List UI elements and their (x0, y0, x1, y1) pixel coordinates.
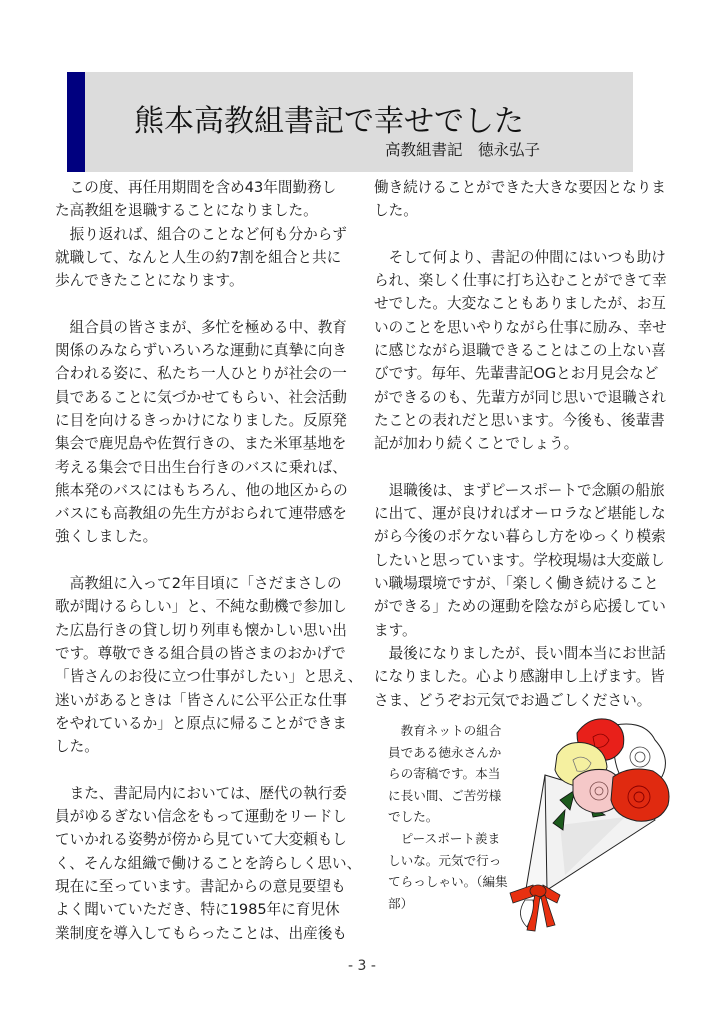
text-line: をやれているか」と原点に帰ることができま (55, 714, 347, 732)
text-line: 員である徳永さんか (388, 744, 502, 760)
text-line: でした。 (388, 809, 439, 825)
article-author: 高教組書記 徳永弘子 (385, 141, 541, 159)
text-line: ていかれる姿勢が傍から見ていて大変頼もし (55, 831, 347, 849)
text-line: 業制度を導入してもらったことは、出産後も (55, 924, 347, 942)
text-line: 員であることに気づかせてもらい、社会活動 (55, 388, 347, 406)
text-line: した。 (55, 738, 99, 756)
text-line: 考える集会で日出生台行きのバスに乗れば、 (55, 458, 347, 476)
text-line: いのことを思いやりながら仕事に励み、幸せ (374, 318, 667, 336)
text-line: 退職後は、まずピースポートで念願の船旅 (374, 481, 665, 499)
text-line: 歩んできたことになります。 (55, 272, 244, 290)
text-line: 強くしました。 (55, 528, 158, 546)
text-line: た高教組を退職することになりました。 (55, 202, 318, 220)
text-line: 現在に至っています。書記からの意見要望も (55, 877, 346, 895)
text-line: 迷いがあるときは「皆さんに公平公正な仕事 (55, 691, 347, 709)
text-line: 歌が聞けるらしい」と、不純な動機で参加し (55, 598, 347, 616)
text-line: に感じながら退職できることはこの上ない喜 (374, 342, 666, 360)
page-number: - 3 - (348, 958, 376, 974)
text-line: い職場環境ですが、「楽しく働き続けること (374, 575, 659, 593)
text-line: さま、どうぞお元気でお過ごしください。 (374, 691, 652, 709)
text-line: てらっしゃい。（編集 (388, 874, 508, 890)
text-line: 部） (388, 895, 414, 911)
text-line: 熊本発のバスにはもちろん、他の地区からの (55, 481, 348, 499)
text-line: 合われる姿に、私たち一人ひとりが社会の一 (55, 365, 347, 383)
text-line: ピースポート羨ま (388, 830, 501, 846)
text-line: 員がゆるぎない信念をもって運動をリードし (55, 808, 347, 826)
text-line: しいな。元気で行っ (388, 852, 502, 868)
text-line (55, 292, 355, 315)
text-line: びです。毎年、先輩書記OGとお月見会など (374, 365, 659, 383)
text-line: また、書記局内においては、歴代の執行委 (55, 784, 347, 802)
text-line: 働き続けることができた大きな要因となりま (374, 179, 666, 196)
header-accent-bar (67, 72, 85, 172)
text-line: 就職して、なんと人生の約7割を組合と共に (55, 248, 342, 266)
text-line: く、そんな組織で働けることを誇らしく思い、 (55, 854, 362, 872)
text-line: に目を向けるきっかけになりました。反原発 (55, 411, 347, 429)
text-line: られ、楽しく仕事に打ち込むことができて幸 (374, 272, 667, 290)
text-line: せでした。大変なこともありましたが、お互 (374, 295, 666, 313)
text-line: になりました。心より感謝申し上げます。皆 (374, 668, 665, 686)
text-line: らの寄稿です。本当 (388, 766, 501, 782)
text-line: に出て、運が良ければオーロラなど堪能しな (374, 505, 666, 523)
text-line: 教育ネットの組合 (388, 723, 502, 738)
text-line (374, 456, 674, 479)
text-line: そして何より、書記の仲間にはいつも助け (374, 248, 666, 266)
text-line: に長い間、ご苦労様 (388, 787, 502, 803)
text-line: ます。 (374, 621, 417, 639)
text-line (55, 758, 355, 781)
text-line: ができるのも、先輩方が同じ思いで退職され (374, 388, 666, 406)
article-title: 熊本高教組書記で幸せでした (134, 104, 524, 139)
text-line: よく聞いていただき、特に1985年に育児休 (55, 901, 340, 919)
text-line: たことの表れだと思います。今後も、後輩書 (374, 411, 665, 429)
text-line: したいと思っています。学校現場は大変厳し (374, 551, 665, 569)
text-line: 集会で鹿児島や佐賀行きの、また米軍基地を (55, 435, 347, 453)
text-line: た広島行きの貸し切り列車も懐かしい思い出 (55, 621, 347, 639)
text-line (374, 223, 674, 246)
text-line: ができる」ための運動を陰ながら応援してい (374, 598, 666, 616)
text-line: 高教組に入って2年目頃に「さだまさしの (55, 575, 342, 593)
left-column (55, 176, 363, 945)
text-line: です。尊敬できる組合員の皆さまのおかげで (55, 644, 346, 662)
text-line: バスにも高教組の先生方がおられて連帯感を (55, 505, 347, 523)
text-line: 最後になりましたが、長い間本当にお世話 (374, 644, 666, 662)
text-line: 記が加わり続くことでしょう。 (374, 435, 579, 453)
text-line: この度、再任用期間を含め43年間勤務し (55, 179, 337, 196)
editor-note (388, 720, 508, 914)
text-line: 振り返れば、組合のことなど何も分からず (55, 225, 347, 243)
text-line: 組合員の皆さまが、多忙を極める中、教育 (55, 318, 347, 336)
text-line (55, 549, 355, 572)
text-line: がら今後のボケない暮らし方をゆっくり模索 (374, 528, 666, 546)
text-line: 「皆さんのお役に立つ仕事がしたい」と思え、 (55, 668, 363, 686)
right-column (374, 176, 674, 712)
rose-bouquet-illustration (505, 705, 685, 945)
text-line: 関係のみならずいろいろな運動に真摯に向き (55, 342, 347, 360)
article-header (67, 72, 633, 172)
text-line: した。 (374, 202, 418, 220)
